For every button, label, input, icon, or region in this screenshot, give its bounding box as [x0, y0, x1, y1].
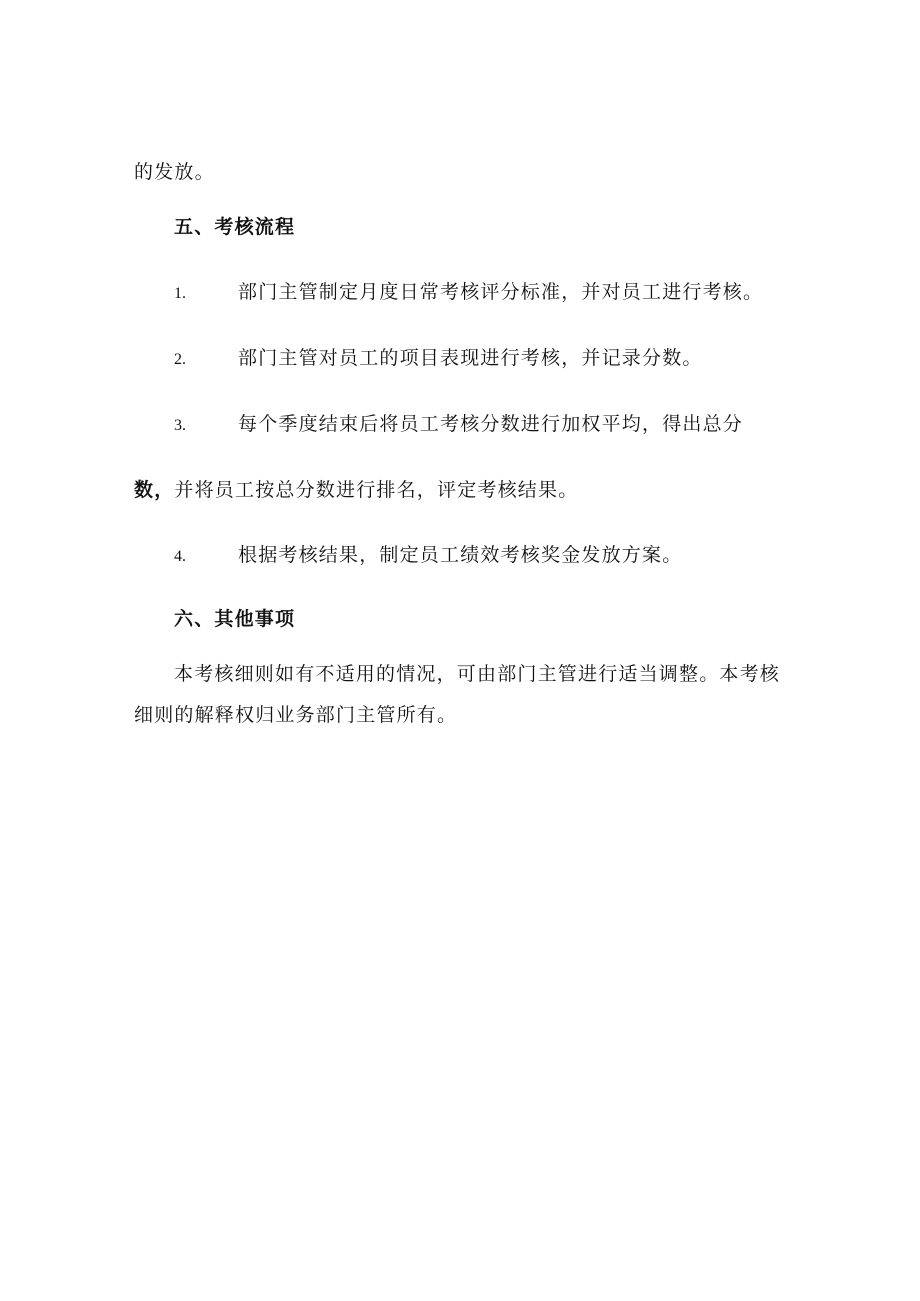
- paragraph-line: 本考核细则如有不适用的情况，可由部门主管进行适当调整。本考核: [174, 663, 781, 685]
- list-number: 1.: [174, 285, 186, 302]
- section-heading-other: 六、其他事项: [174, 608, 296, 630]
- list-number: 4.: [174, 548, 186, 565]
- list-number: 2.: [174, 351, 186, 368]
- continuation-text: 的发放。: [134, 161, 215, 183]
- bold-fragment: 数，: [134, 479, 175, 501]
- list-text-continuation: [134, 478, 578, 502]
- list-text: 每个季度结束后将员工考核分数进行加权平均，得出总分: [238, 413, 744, 435]
- text-fragment: 并将员工按总分数进行排名，评定考核结果。: [174, 479, 579, 501]
- list-text: 部门主管对员工的项目表现进行考核，并记录分数。: [238, 347, 703, 369]
- section-heading-process: 五、考核流程: [174, 216, 296, 238]
- list-number: 3.: [174, 417, 186, 434]
- paragraph-line: 细则的解释权归业务部门主管所有。: [134, 704, 458, 726]
- list-text: 根据考核结果，制定员工绩效考核奖金发放方案。: [238, 544, 683, 566]
- list-text: 部门主管制定月度日常考核评分标准，并对员工进行考核。: [238, 281, 764, 303]
